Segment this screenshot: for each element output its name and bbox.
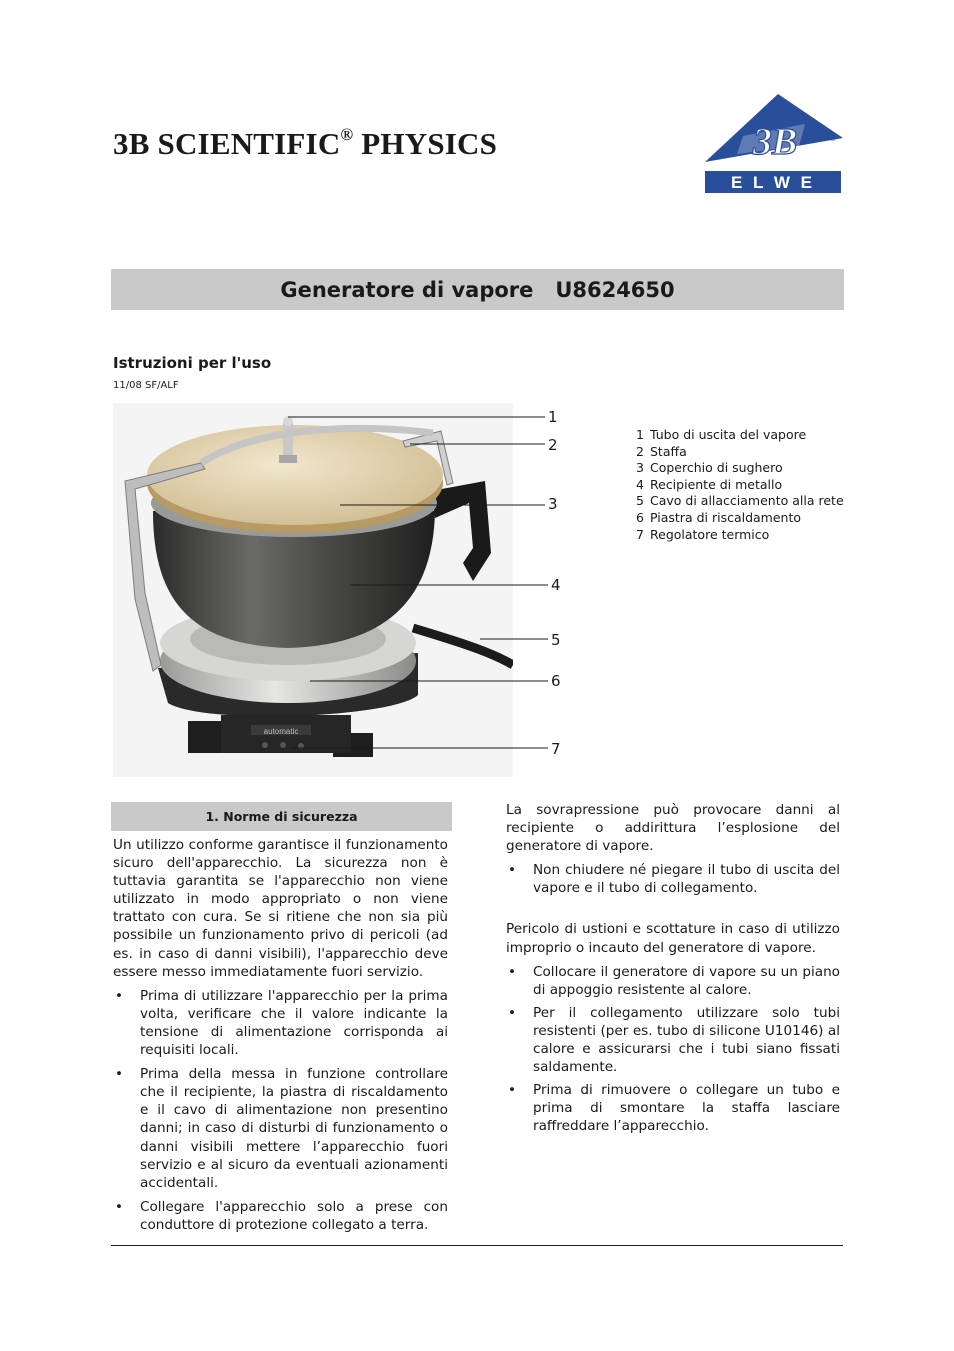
brand-title: [113, 126, 497, 162]
revision-code: 11/08 SF/ALF: [113, 380, 179, 391]
callout-7: 7: [551, 740, 561, 758]
bullet-item: • Collocare il generatore di vapore su un piano di appoggio resistente al calore.: [506, 963, 840, 999]
callout-6: 6: [551, 672, 561, 690]
legend-item: 7 Regolatore termico: [636, 526, 770, 542]
safety-intro: Un utilizzo conforme garantisce il funzionamento sicuro dell'apparecchio. La sicurezza non è tuttavia garantita se l'apparecchio non viene utilizzato in modo appropriato o non viene trattato con cura. Se si ritiene che non sia più possibile un funzionamento privo di pericoli (ad es. in caso di danni visibili), l'apparecchio deve essere messo immediatamente fuori servizio.: [113, 837, 448, 980]
logo-wordmark: E L W E: [731, 173, 815, 192]
product-title: Generatore di vapore U8624650: [280, 277, 675, 302]
photo-automatic-label: automatic: [263, 727, 299, 736]
brand-name: 3B SCIENTIFIC: [113, 126, 341, 161]
legend-item: 6 Piastra di riscaldamento: [636, 509, 802, 525]
registered-mark: ®: [340, 125, 354, 144]
burn-bullets: [506, 963, 840, 1136]
legend-item: 3 Coperchio di sughero: [636, 460, 783, 476]
overpressure-bullets: [506, 861, 840, 897]
footer-rule: [111, 1245, 843, 1246]
bullet-item: • Prima di utilizzare l'apparecchio per la prima volta, verificare che il valore indicante la tensione di alimentazione corrisponda ai requisiti locali.: [113, 987, 448, 1059]
callout-5: 5: [551, 631, 561, 649]
right-column: [506, 801, 840, 1136]
callout-4: 4: [551, 576, 561, 594]
3b-elwe-logo: [703, 94, 843, 194]
left-column: [113, 836, 448, 1234]
legend-item: 2 Staffa: [636, 443, 687, 459]
bullet-item: • Per il collegamento utilizzare solo tubi resistenti (per es. tubo di silicone U10146) al calore e assicurarsi che i tubi siano fissati saldamente.: [506, 1004, 840, 1076]
legend-item: 1 Tubo di uscita del vapore: [636, 427, 807, 442]
bullet-item: • Non chiudere né piegare il tubo di uscita del vapore e il tubo di collegamento.: [506, 861, 840, 897]
safety-bullets: [113, 987, 448, 1234]
callout-3: 3: [548, 495, 558, 513]
callout-1: 1: [548, 408, 558, 426]
logo-mark: 3B: [752, 121, 798, 163]
brand-suffix: PHYSICS: [353, 126, 498, 161]
bullet-item: • Prima della messa in funzione controllare che il recipiente, la piastra di riscaldamento e il cavo di alimentazione non presentino danni; in caso di disturbi di funzionamento o danni visibili mettere l’apparecchio fuori servizio e al sicuro da eventuali azionamenti accidentali.: [113, 1065, 448, 1192]
burn-warning: Pericolo di ustioni e scottature in caso di utilizzo improprio o incauto del generatore di vapore.: [506, 921, 840, 956]
product-title-bar: [111, 269, 844, 310]
section-heading-safety: 1. Norme di sicurezza: [111, 802, 452, 831]
legend-item: 4 Recipiente di metallo: [636, 476, 783, 492]
legend-item: 5 Cavo di allacciamento alla rete: [636, 493, 844, 509]
overpressure-warning: La sovrapressione può provocare danni al recipiente o addirittura l’esplosione del generatore di vapore.: [506, 802, 840, 855]
product-photo: [113, 403, 513, 777]
bullet-item: • Collegare l'apparecchio solo a prese con conduttore di protezione collegato a terra.: [113, 1198, 448, 1234]
subtitle: Istruzioni per l'uso: [113, 354, 272, 372]
bullet-item: • Prima di rimuovere o collegare un tubo e prima di smontare la staffa lasciare raffreddare l’apparecchio.: [506, 1081, 840, 1135]
parts-legend: [636, 427, 844, 543]
logo-reg: ®: [830, 134, 836, 143]
callout-2: 2: [548, 436, 558, 454]
